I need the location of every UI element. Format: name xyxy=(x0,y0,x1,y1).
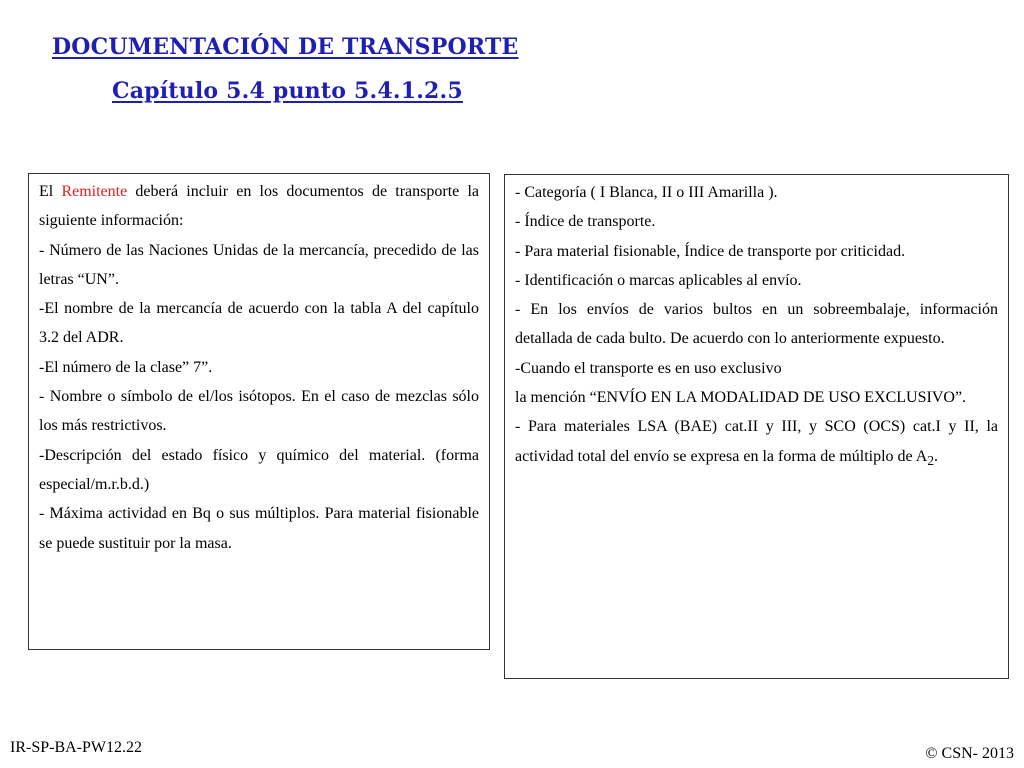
intro-paragraph xyxy=(39,177,479,236)
right-item-category: - Categoría ( I Blanca, II o III Amarilla ). xyxy=(515,184,778,201)
left-item-max-activity: - Máxima actividad en Bq o sus múltiplos. Para material fisionable se puede sustituir por la masa. xyxy=(39,505,479,552)
right-item-transport-index: - Índice de transporte. xyxy=(515,213,656,231)
right-item-lsa-sco xyxy=(515,412,998,475)
page-title: DOCUMENTACIÓN DE TRANSPORTE xyxy=(52,34,519,60)
left-item-physical-state: -Descripción del estado físico y químico del material. (forma especial/m.r.b.d.) xyxy=(39,446,479,493)
left-text-box xyxy=(28,173,490,650)
right-text-box xyxy=(504,174,1009,679)
left-item-isotopes: - Nombre o símbolo de el/los isótopos. En el caso de mezclas sólo los más restrictivos. xyxy=(39,388,479,435)
left-item-class-number: -El número de la clase” 7”. xyxy=(39,358,213,376)
left-item-goods-name: -El nombre de la mercancía de acuerdo con la tabla A del capítulo 3.2 del ADR. xyxy=(39,300,479,347)
lsa-sco-text: - Para materiales LSA (BAE) cat.II y III, y SCO (OCS) cat.I y II, la actividad total del envío se expresa en la forma de múltiplo de A xyxy=(515,418,998,465)
right-item-exclusive-use: -Cuando el transporte es en uso exclusivo xyxy=(515,359,782,377)
intro-post: deberá incluir en los documentos de transporte la siguiente información: xyxy=(39,183,480,230)
left-item-un-number: - Número de las Naciones Unidas de la mercancía, precedido de las letras “UN”. xyxy=(39,241,479,288)
document-code: IR-SP-BA-PW12.22 xyxy=(10,739,143,756)
intro-pre: El xyxy=(39,183,62,200)
copyright: © CSN- 2013 xyxy=(925,745,1014,762)
right-item-identification: - Identificación o marcas aplicables al envío. xyxy=(515,271,802,289)
right-item-overpack: - En los envíos de varios bultos en un sobreembalaje, información detallada de cada bulto. De acuerdo con lo anteriormente expuesto. xyxy=(515,301,998,348)
right-item-exclusive-mention: la mención “ENVÍO EN LA MODALIDAD DE USO EXCLUSIVO”. xyxy=(515,389,967,407)
a2-subscript: 2 xyxy=(927,452,934,468)
page-subtitle: Capítulo 5.4 punto 5.4.1.2.5 xyxy=(112,78,463,104)
lsa-sco-end: . xyxy=(933,447,938,465)
remitente-highlight: Remitente xyxy=(61,183,128,200)
right-item-criticality-index: - Para material fisionable, Índice de transporte por criticidad. xyxy=(515,242,906,260)
